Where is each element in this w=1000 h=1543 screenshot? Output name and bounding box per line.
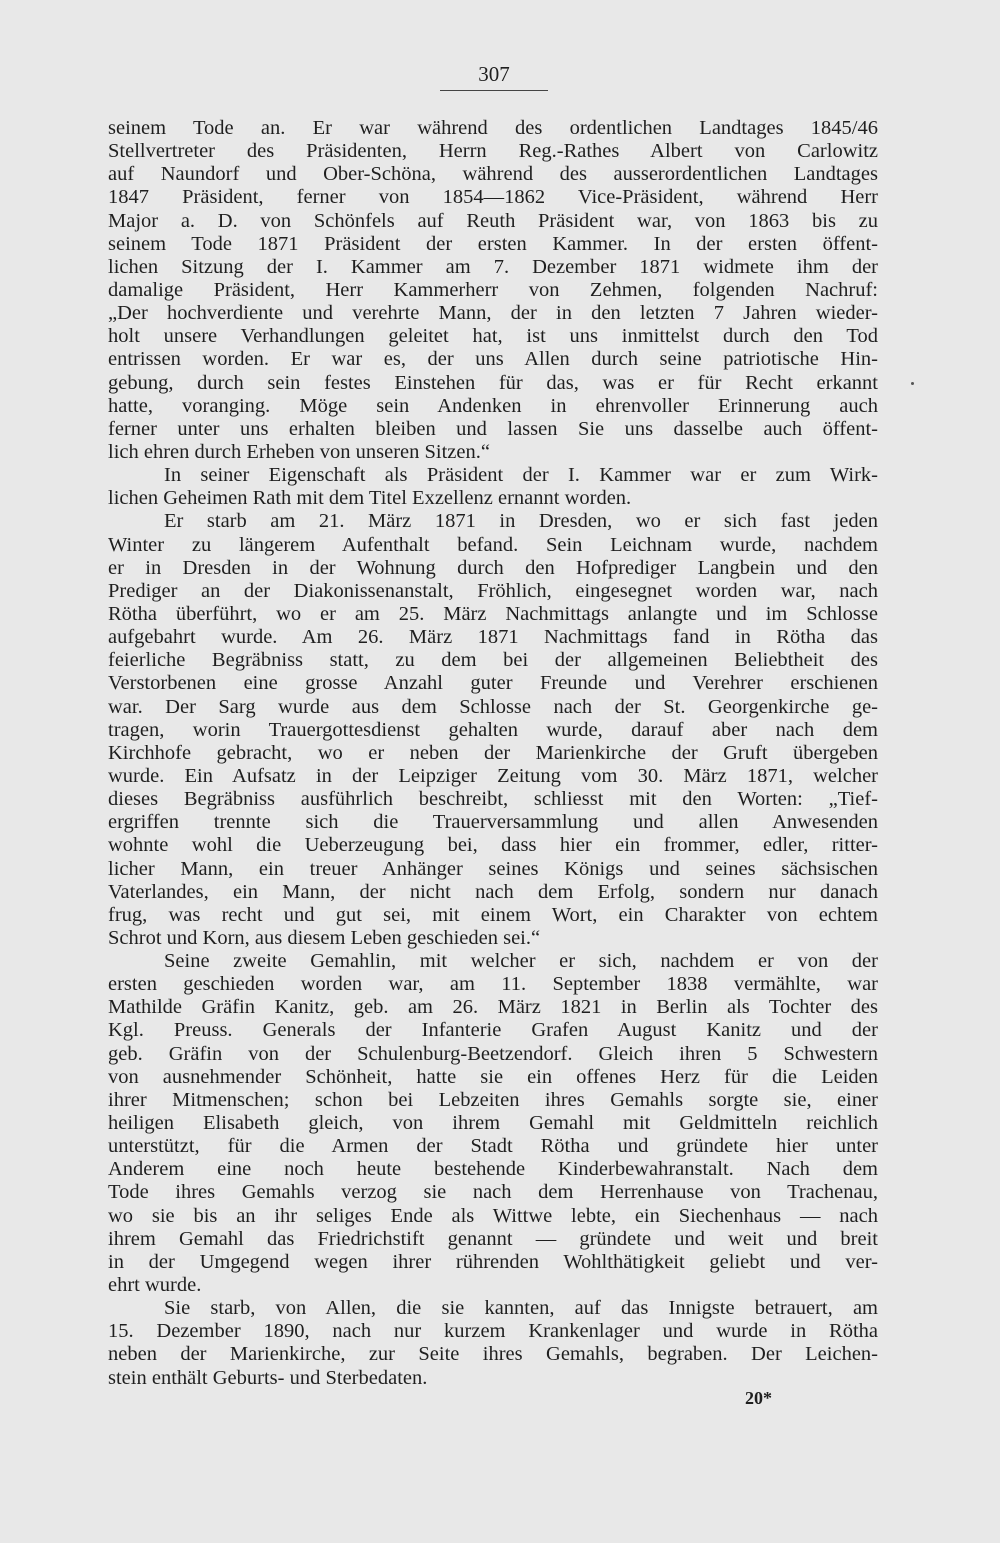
text-line: In seiner Eigenschaft als Präsident der I. Kammer war er zum Wirk- (164, 464, 878, 487)
text-line: entrissen worden. Er war es, der uns Allen durch seine patriotische Hin- (108, 348, 878, 371)
text-line: von ausnehmender Schönheit, hatte sie ein offenes Herz für die Leiden (108, 1065, 878, 1088)
text-line: Verstorbenen eine grosse Anzahl guter Freunde und Verehrer erschienen (108, 672, 878, 695)
paragraph (108, 117, 878, 464)
text-line: unterstützt, für die Armen der Stadt Rötha und gründete hier unter (108, 1135, 878, 1158)
printer-signature-mark: 20* (745, 1388, 772, 1408)
page-number: 307 (440, 62, 548, 91)
text-line: Rötha überführt, wo er am 25. März Nachmittags anlangte und im Schlosse (108, 602, 878, 625)
text-line: tragen, worin Trauergottesdienst gehalten wurde, darauf aber nach dem (108, 718, 878, 741)
text-line: Winter zu längerem Aufenthalt befand. Sein Leichnam wurde, nachdem (108, 533, 878, 556)
text-line: seinem Tode an. Er war während des ordentlichen Landtages 1845/46 (108, 117, 878, 139)
text-line: war. Der Sarg wurde aus dem Schlosse nach der St. Georgenkirche ge- (108, 695, 878, 718)
text-line: stein enthält Geburts- und Sterbedaten. (108, 1366, 428, 1389)
text-line: gebung, durch sein festes Einstehen für das, was er für Recht erkannt (108, 371, 878, 394)
text-line: feierliche Begräbniss statt, zu dem bei der allgemeinen Beliebtheit des (108, 649, 878, 672)
text-line: 1847 Präsident, ferner von 1854—1862 Vice-Präsident, während Herr (108, 186, 878, 209)
text-line: ergriffen trennte sich die Trauerversammlung und allen Anwesenden (108, 811, 878, 834)
text-line: geb. Gräfin von der Schulenburg-Beetzendorf. Gleich ihren 5 Schwestern (108, 1042, 878, 1065)
text-line: ihrem Gemahl das Friedrichstift genannt — gründete und weit und breit (108, 1227, 878, 1250)
text-line: ihrer Mitmenschen; schon bei Lebzeiten ihres Gemahls sorgte sie, einer (108, 1088, 878, 1111)
text-line: dieses Begräbniss ausführlich beschreibt, schliesst mit den Worten: „Tief- (108, 788, 878, 811)
text-line: neben der Marienkirche, zur Seite ihres Gemahls, begraben. Der Leichen- (108, 1343, 878, 1366)
text-line: ehrt wurde. (108, 1274, 202, 1297)
text-line: lichen Sitzung der I. Kammer am 7. Dezember 1871 widmete ihm der (108, 255, 878, 278)
text-line: wo sie bis an ihr seliges Ende als Wittwe lebte, ein Siechenhaus — nach (108, 1204, 878, 1227)
text-line: damalige Präsident, Herr Kammerherr von Zehmen, folgenden Nachruf: (108, 278, 878, 301)
text-line: ersten geschieden worden war, am 11. September 1838 vermählte, war (108, 973, 878, 996)
text-line: wohnte wohl die Ueberzeugung bei, dass hier ein frommer, edler, ritter- (108, 834, 878, 857)
text-line: Stellvertreter des Präsidenten, Herrn Reg.-Rathes Albert von Carlowitz (108, 140, 878, 163)
text-line: Er starb am 21. März 1871 in Dresden, wo er sich fast jeden (164, 510, 878, 533)
text-line: Kirchhofe gebracht, wo er neben der Marienkirche der Gruft übergeben (108, 741, 878, 764)
text-line: Seine zweite Gemahlin, mit welcher er sich, nachdem er von der (164, 950, 878, 973)
text-line: holt unsere Verhandlungen geleitet hat, ist uns inmittelst durch den Tod (108, 325, 878, 348)
text-line: wurde. Ein Aufsatz in der Leipziger Zeitung vom 30. März 1871, welcher (108, 764, 878, 787)
text-line: 15. Dezember 1890, nach nur kurzem Krankenlager und wurde in Rötha (108, 1320, 878, 1343)
text-line: Sie starb, von Allen, die sie kannten, auf das Innigste betrauert, am (164, 1297, 878, 1320)
text-line: licher Mann, ein treuer Anhänger seines Königs und seines sächsischen (108, 857, 878, 880)
text-line: seinem Tode 1871 Präsident der ersten Kammer. In der ersten öffent- (108, 232, 878, 255)
text-line: in der Umgegend wegen ihrer rührenden Wohlthätigkeit geliebt und ver- (108, 1250, 878, 1273)
text-line: ferner unter uns erhalten bleiben und lassen Sie uns dasselbe auch öffent- (108, 417, 878, 440)
text-line: „Der hochverdiente und verehrte Mann, der in den letzten 7 Jahren wieder- (108, 302, 878, 325)
text-line: Anderem eine noch heute bestehende Kinderbewahranstalt. Nach dem (108, 1158, 878, 1181)
text-line: Major a. D. von Schönfels auf Reuth Präsident war, von 1863 bis zu (108, 209, 878, 232)
ink-speck (911, 382, 914, 385)
text-line: hatte, voranging. Möge sein Andenken in ehrenvoller Erinnerung auch (108, 394, 878, 417)
text-line: Schrot und Korn, aus diesem Leben geschieden sei.“ (108, 926, 541, 949)
text-line: lich ehren durch Erheben von unseren Sitzen.“ (108, 440, 490, 463)
text-line: Kgl. Preuss. Generals der Infanterie Grafen August Kanitz und der (108, 1019, 878, 1042)
text-line: Tode ihres Gemahls verzog sie nach dem Herrenhause von Trachenau, (108, 1181, 878, 1204)
paragraph (108, 950, 878, 1297)
text-line: Prediger an der Diakonissenanstalt, Fröhlich, eingesegnet worden war, nach (108, 579, 878, 602)
paragraph (108, 1297, 878, 1390)
text-line: frug, was recht und gut sei, mit einem Wort, ein Charakter von echtem (108, 903, 878, 926)
paragraph (108, 464, 878, 510)
text-line: Vaterlandes, ein Mann, der nicht nach dem Erfolg, sondern nur danach (108, 880, 878, 903)
body-text (108, 117, 878, 1390)
paragraph (108, 510, 878, 950)
text-line: Mathilde Gräfin Kanitz, geb. am 26. März 1821 in Berlin als Tochter des (108, 996, 878, 1019)
text-line: er in Dresden in der Wohnung durch den Hofprediger Langbein und den (108, 556, 878, 579)
text-line: auf Naundorf und Ober-Schöna, während des ausserordentlichen Landtages (108, 163, 878, 186)
text-line: lichen Geheimen Rath mit dem Titel Exzellenz ernannt worden. (108, 487, 632, 510)
text-line: aufgebahrt wurde. Am 26. März 1871 Nachmittags fand in Rötha das (108, 626, 878, 649)
text-line: heiligen Elisabeth gleich, von ihrem Gemahl mit Geldmitteln reichlich (108, 1112, 878, 1135)
